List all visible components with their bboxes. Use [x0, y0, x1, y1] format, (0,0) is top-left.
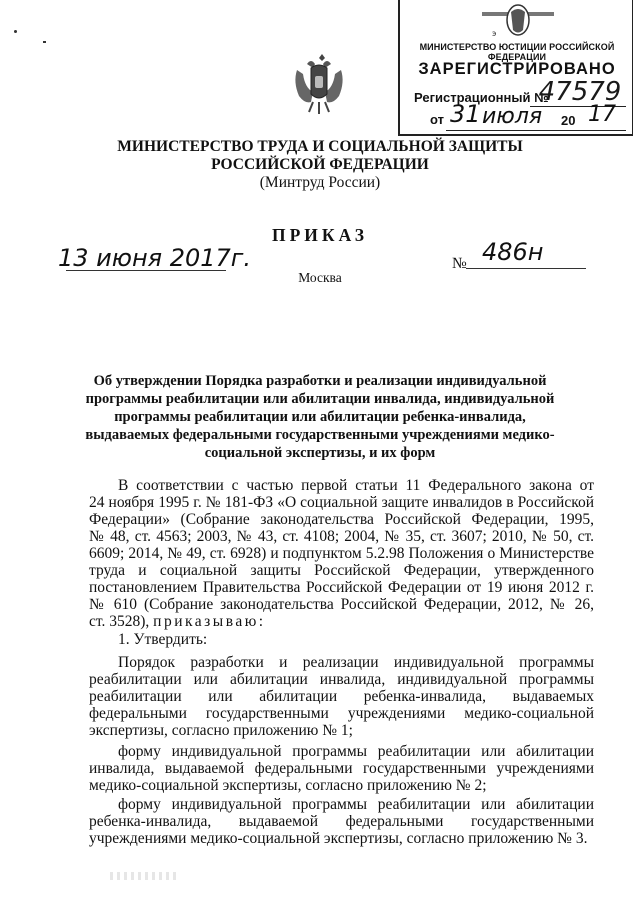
- item1-a-line: реабилитации или абилитации ребенка-инвалида, выдаваемых: [89, 688, 594, 705]
- stamp-date-year-handwritten: 17: [588, 102, 616, 127]
- title-line: социальной экспертизы, и их форм: [204, 445, 436, 461]
- order-date-handwritten: 13 июня 2017г.: [58, 244, 252, 272]
- title-line: выдаваемых федеральными государственными учреждениями медико-: [85, 427, 555, 443]
- stamp-date-month: июля: [482, 104, 543, 129]
- title-line: программы реабилитации или абилитации ребенка-инвалида,: [114, 409, 526, 425]
- stamp-reg-number-label: Регистрационный №: [414, 90, 549, 105]
- ministry-short-name: (Минтруд России): [259, 174, 381, 191]
- preamble-line: постановлением Правительства Российской Федерации от 19 июня 2012 г.: [89, 579, 594, 596]
- order-number-label: №: [452, 255, 467, 272]
- document-type: ПРИКАЗ: [271, 225, 369, 245]
- order-verb: приказываю:: [153, 613, 266, 630]
- city: Москва: [298, 270, 342, 285]
- preamble-last-prefix: ст. 3528),: [89, 613, 154, 630]
- preamble-line: 6609; 2014, № 49, ст. 6928) и подпунктом 5.2.98 Положения о Министерстве: [89, 545, 594, 562]
- margin-mark: [43, 41, 46, 43]
- title-line: Об утверждении Порядка разработки и реализации индивидуальной: [93, 373, 547, 389]
- item1-a-line: реабилитации или абилитации инвалида, индивидуальной программы: [89, 671, 594, 688]
- preamble-last-line: [89, 613, 594, 630]
- item1-a-paragraph: [89, 654, 594, 739]
- order-number-underline: [466, 268, 586, 269]
- preamble-paragraph: [89, 477, 594, 630]
- preamble-line: Федерации» (Собрание законодательства Российской Федерации, 1995,: [89, 511, 594, 528]
- preamble-line: № 48, ст. 4563; 2003, № 43, ст. 4108; 2004, № 35, ст. 3607; 2010, № 50, ст.: [89, 528, 594, 545]
- ministry-name-line2: РОССИЙСКОЙ ФЕДЕРАЦИИ: [211, 156, 429, 173]
- ministry-name-line1: МИНИСТЕРСТВО ТРУДА И СОЦИАЛЬНОЙ ЗАЩИТЫ: [117, 138, 523, 155]
- preamble-line: труда и социальной защиты Российской Федерации, утвержденного: [89, 562, 594, 579]
- order-number-handwritten: 486н: [482, 238, 544, 266]
- preamble-line: 24 ноября 1995 г. № 181-ФЗ «О социальной защите инвалидов в Российской: [89, 494, 594, 511]
- stamp-date-underline: [446, 130, 626, 131]
- registration-stamp: [398, 0, 633, 136]
- margin-mark: [14, 30, 17, 33]
- item1-c-line: форму индивидуальной программы реабилитации или абилитации: [118, 796, 594, 813]
- stamp-date-day: 31: [450, 100, 481, 128]
- stamp-status: ЗАРЕГИСТРИРОВАНО: [418, 60, 616, 78]
- item1-a-line: Порядок разработки и реализации индивидуальной программы: [118, 654, 594, 671]
- item1-c-line: ребенка-инвалида, выдаваемой федеральными государственными: [89, 813, 594, 830]
- bleed-through-mark: [110, 872, 180, 880]
- stamp-ministry-name: МИНИСТЕРСТВО ЮСТИЦИИ РОССИЙСКОЙ ФЕДЕРАЦИИ: [419, 42, 615, 62]
- item1-a-line: экспертизы, согласно приложению № 1;: [89, 722, 353, 739]
- item1-heading-block: [89, 631, 594, 648]
- item1-a-line: федеральными государственными учреждениями медико-социальной: [89, 705, 594, 722]
- item1-heading: 1. Утвердить:: [118, 631, 208, 648]
- preamble-line: № 610 (Собрание законодательства Российской Федерации, 2012, № 26,: [89, 596, 594, 613]
- stamp-date-label: от: [430, 112, 444, 127]
- coat-of-arms-icon: [291, 52, 347, 118]
- item1-b-paragraph: [89, 743, 594, 794]
- stamp-date-year-printed: 20: [561, 113, 576, 128]
- item1-c-line: учреждениями медико-социальной экспертизы, согласно приложению № 3.: [89, 830, 588, 847]
- item1-b-line: инвалида, выдаваемой федеральными государственными учреждениями: [89, 760, 594, 777]
- item1-c-paragraph: [89, 796, 594, 847]
- title-line: программы реабилитации или абилитации инвалида, индивидуальной: [85, 391, 555, 407]
- stamp-reg-number: 47579: [538, 77, 622, 107]
- stamp-emblem-icon: [478, 2, 558, 42]
- preamble-line: В соответствии с частью первой статьи 11 Федерального закона от: [118, 477, 594, 494]
- item1-b-line: форму индивидуальной программы реабилитации или абилитации: [118, 743, 594, 760]
- svg-text:э: э: [492, 29, 497, 38]
- item1-b-line: медико-социальной экспертизы, согласно приложению № 2;: [89, 777, 487, 794]
